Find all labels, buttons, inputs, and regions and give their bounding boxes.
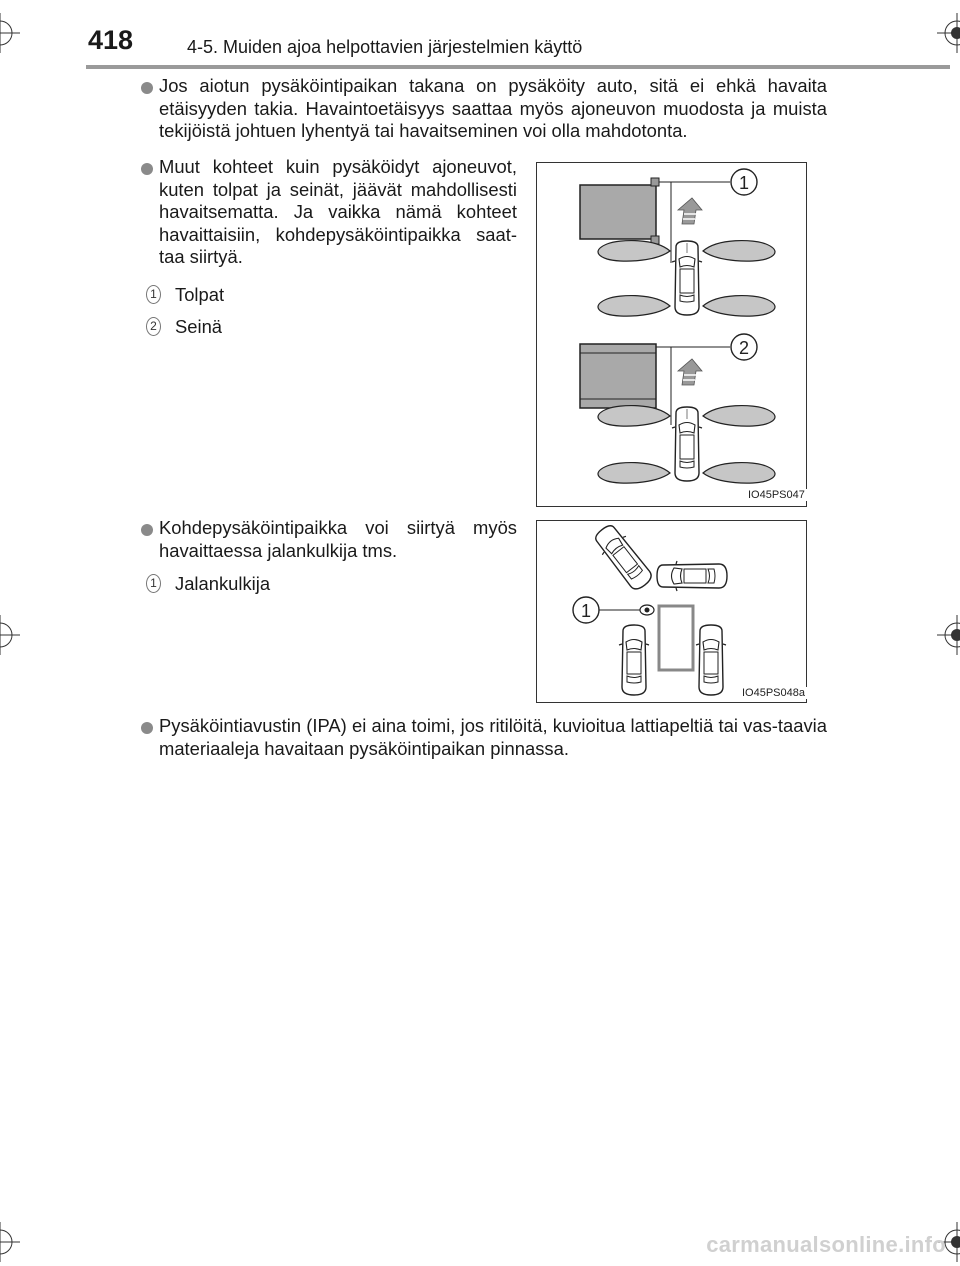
paragraph-4: Pysäköintiavustin (IPA) ei aina toimi, jos ritilöitä, kuvioitua lattiapeltiä tai vas-taavia materiaaleja havaitaan pysäköintipaikan pinnassa.: [159, 715, 827, 759]
legend-label-wall: Seinä: [175, 316, 223, 337]
legend-label-pedestrian: Jalankulkija: [175, 573, 271, 594]
registration-mark-middle-right: [937, 615, 960, 655]
bullet-icon: [141, 524, 153, 536]
header-rule: [86, 65, 950, 69]
watermark: carmanualsonline.info: [706, 1232, 946, 1257]
legend-label-posts: Tolpat: [175, 284, 225, 305]
registration-mark-top-left: [0, 13, 20, 53]
legend-number-1: 1: [146, 285, 161, 304]
legend-number-2: 2: [146, 317, 161, 336]
figure-posts-and-wall: [536, 162, 807, 507]
registration-mark-bottom-left: [0, 1222, 20, 1262]
callout-1: 1: [580, 601, 592, 621]
figure-code: IO45PS048a: [742, 687, 805, 699]
bullet-icon: [141, 163, 153, 175]
section-title: 4-5. Muiden ajoa helpottavien järjestelmien käyttö: [187, 37, 583, 57]
page-number: 418: [88, 25, 134, 55]
figure-pedestrian-illustration: [537, 521, 806, 702]
legend-number-1: 1: [146, 574, 161, 593]
callout-1: 1: [738, 173, 750, 193]
registration-mark-top-right: [937, 13, 960, 53]
bullet-icon: [141, 722, 153, 734]
callout-2: 2: [738, 338, 750, 358]
figure-posts-and-wall-illustration: [537, 163, 806, 506]
figure-pedestrian: [536, 520, 807, 703]
paragraph-2: Muut kohteet kuin pysäköidyt ajoneuvot, kuten tolpat ja seinät, jäävät mahdollisesti havaitsematta. Ja vaikka nämä kohteet havaittaisiin, kohdepysäköintipaikka saat-taa siirtyä.: [159, 156, 517, 267]
figure-code: IO45PS047: [748, 489, 805, 501]
registration-mark-middle-left: [0, 615, 20, 655]
bullet-icon: [141, 82, 153, 94]
paragraph-1: Jos aiotun pysäköintipaikan takana on pysäköity auto, sitä ei ehkä havaita etäisyyden takia. Havaintoetäisyys saattaa myös ajoneuvon muodosta ja muista tekijöistä johtuen lyhentyä tai havaitseminen voi olla mahdotonta.: [159, 75, 827, 141]
paragraph-3: Kohdepysäköintipaikka voi siirtyä myös havaittaessa jalankulkija tms.: [159, 517, 517, 561]
